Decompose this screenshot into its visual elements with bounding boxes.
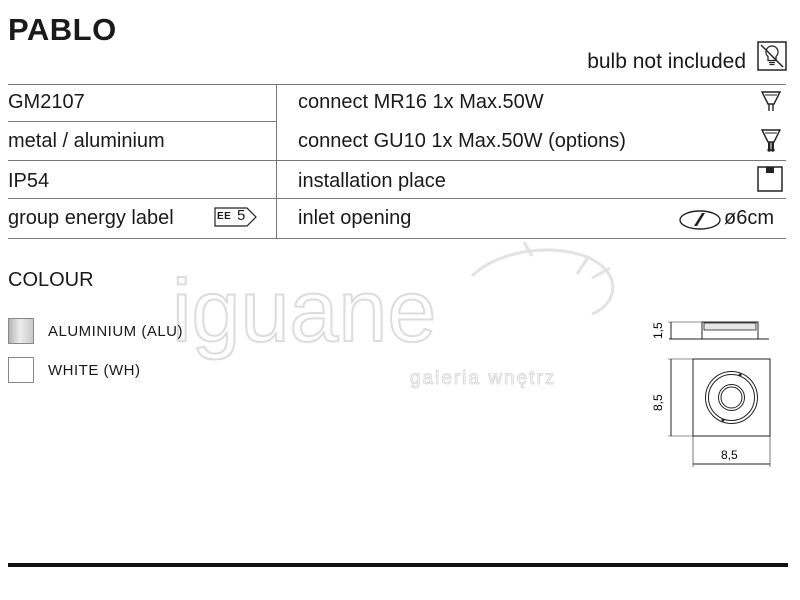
bulb-note: bulb not included: [587, 50, 746, 73]
table-column-divider: [276, 84, 277, 238]
spec-gu10: connect GU10 1x Max.50W (options): [298, 130, 626, 152]
energy-label-value: 5: [237, 207, 246, 224]
bottom-rule: [8, 563, 788, 567]
spec-inlet: inlet opening: [298, 207, 412, 229]
technical-drawing: [640, 312, 790, 472]
watermark-brand: iguane: [172, 261, 437, 360]
table-divider: [8, 198, 786, 199]
spec-product-code: GM2107: [8, 91, 85, 113]
table-border-top: [8, 84, 786, 85]
bulb-not-included-icon: [757, 41, 787, 71]
dim-side-label: 8,5: [651, 394, 665, 411]
energy-label-prefix: EE: [217, 211, 232, 222]
gu10-bulb-icon: [760, 128, 782, 154]
spec-mr16: connect MR16 1x Max.50W: [298, 91, 544, 113]
spec-energy-label: group energy label: [8, 207, 174, 229]
dim-width-label: 8,5: [721, 448, 738, 462]
inlet-opening-icon: [678, 209, 722, 231]
table-border-bottom: [8, 238, 786, 239]
inlet-diameter: ø6cm: [724, 207, 774, 229]
colour-aluminium-label: ALUMINIUM (ALU): [48, 323, 184, 340]
drawing-ring-outer: [706, 372, 758, 424]
colour-white-label: WHITE (WH): [48, 362, 141, 379]
watermark-tagline: galeria wnętrz: [410, 368, 557, 389]
spec-material: metal / aluminium: [8, 130, 165, 152]
dim-height-label: 1,5: [651, 322, 665, 339]
swatch-white: [8, 357, 34, 383]
table-divider-left: [8, 121, 276, 122]
watermark: [172, 236, 632, 396]
drawing-top-body: [693, 359, 770, 436]
swatch-aluminium: [8, 318, 34, 344]
table-divider: [8, 160, 786, 161]
colour-heading: COLOUR: [8, 269, 94, 291]
mr16-bulb-icon: [760, 90, 782, 114]
installation-ceiling-icon: [757, 166, 783, 192]
spec-ip-rating: IP54: [8, 170, 50, 192]
product-title: PABLO: [8, 12, 117, 47]
spec-installation: installation place: [298, 170, 446, 192]
